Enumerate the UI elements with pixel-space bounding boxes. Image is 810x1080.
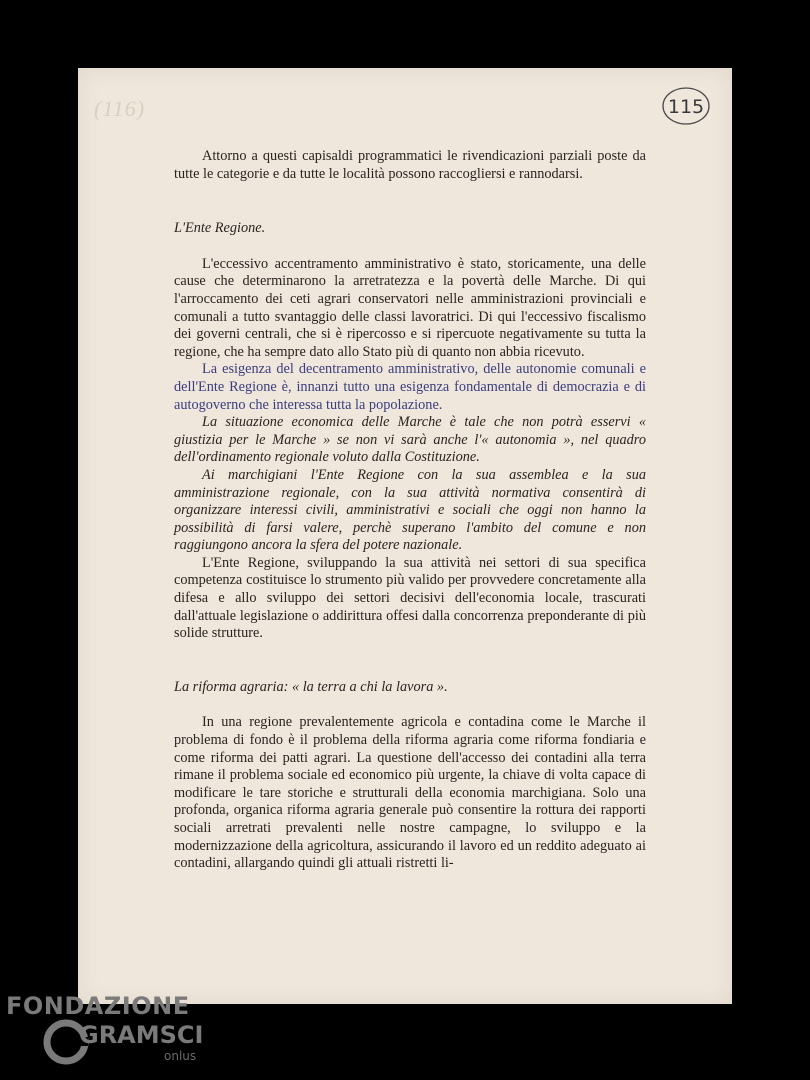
paragraph-6: In una regione prevalentemente agricola e contadina come le Marche il problema di fondo è il problema della riforma agraria come riforma fondiaria e come riforma dei patti agrari. La questione dell'accesso dei contadini alla terra rimane il problema sociale ed economico più urgente, la chiave di volta capace di modificare le tare storiche e strutturali della economia marchigiana. Solo una profonda, organica riforma agraria generale può consentire la rottura dei rapporti sociali arretrati prevalenti nelle nostre campagne, lo sviluppo e la modernizzazione della agricoltura, assicurando il lavoro ed un reddito adeguato ai contadini, allargando quindi gli attuali ristretti li- [174,714,646,872]
paragraph-5: L'Ente Regione, sviluppando la sua attività nei settori di sua specifica competenza costituisce lo strumento più valido per provvedere concretamente alla difesa e allo sviluppo dei settori decisivi dell'economia locale, trascurati dall'attuale legislazione o addirittura offesi dalla concorrenza preponderante di più solide strutture. [174,554,646,642]
document-page [78,68,732,1004]
document-body [174,148,646,873]
paragraph-4-italic: Ai marchigiani l'Ente Regione con la sua assemblea e la sua amministrazione regionale, con la sua attività normativa consentirà di organizzare interessi civili, amministrativi e sociali che oggi non hanno la possibilità di farsi valere, perchè superano l'ambito del comune e non raggiungono ancora la sfera del potere nazionale. [174,466,646,554]
fondazione-gramsci-watermark [6,990,206,1076]
paragraph-3-italic: La situazione economica delle Marche è tale che non potrà esservi « giustizia per le Marche » se non vi sarà anche l'« autonomia », nel quadro dell'ordinamento regionale voluto dalla Costituzione. [174,414,646,466]
stamp-circle-icon [661,85,711,127]
watermark-line2: GRAMSCI [79,1021,204,1049]
stamp-number: 115 [667,96,705,118]
fondazione-gramsci-logo-icon [6,990,206,1076]
paragraph-intro: Attorno a questi capisaldi programmatici le rivendicazioni parziali poste da tutte le categorie e da tutte le località possono raccogliersi e rannodarsi. [174,148,646,182]
watermark-line3: onlus [164,1049,197,1063]
heading-ente-regione: L'Ente Regione. [174,220,266,237]
paragraph-2-highlighted: La esigenza del decentramento amministrativo, delle autonomie comunali e dell'Ente Regione è, innanzi tutto una esigenza fondamentale di democrazia e di autogoverno che interessa tutta la popolazione. [174,361,646,413]
ghost-page-number: (116) [94,96,146,121]
heading-riforma-agraria: La riforma agraria: « la terra a chi la lavora ». [174,678,448,695]
page-number-stamp [661,85,711,127]
paragraph-1: L'eccessivo accentramento amministrativo è stato, storicamente, una delle cause che determinarono la arretratezza e la povertà delle Marche. Di qui l'arroccamento dei ceti agrari conservatori nelle amministrazioni provinciali e comunali a tutto svantaggio delle classi lavoratrici. Di qui l'eccessivo fiscalismo dei governi centrali, che si è ripercosso e si ripercuote negativamente su tutta la regione, che ha sempre dato allo Stato più di quanto non abbia ricevuto. [174,255,646,360]
watermark-line1: FONDAZIONE [6,992,190,1020]
